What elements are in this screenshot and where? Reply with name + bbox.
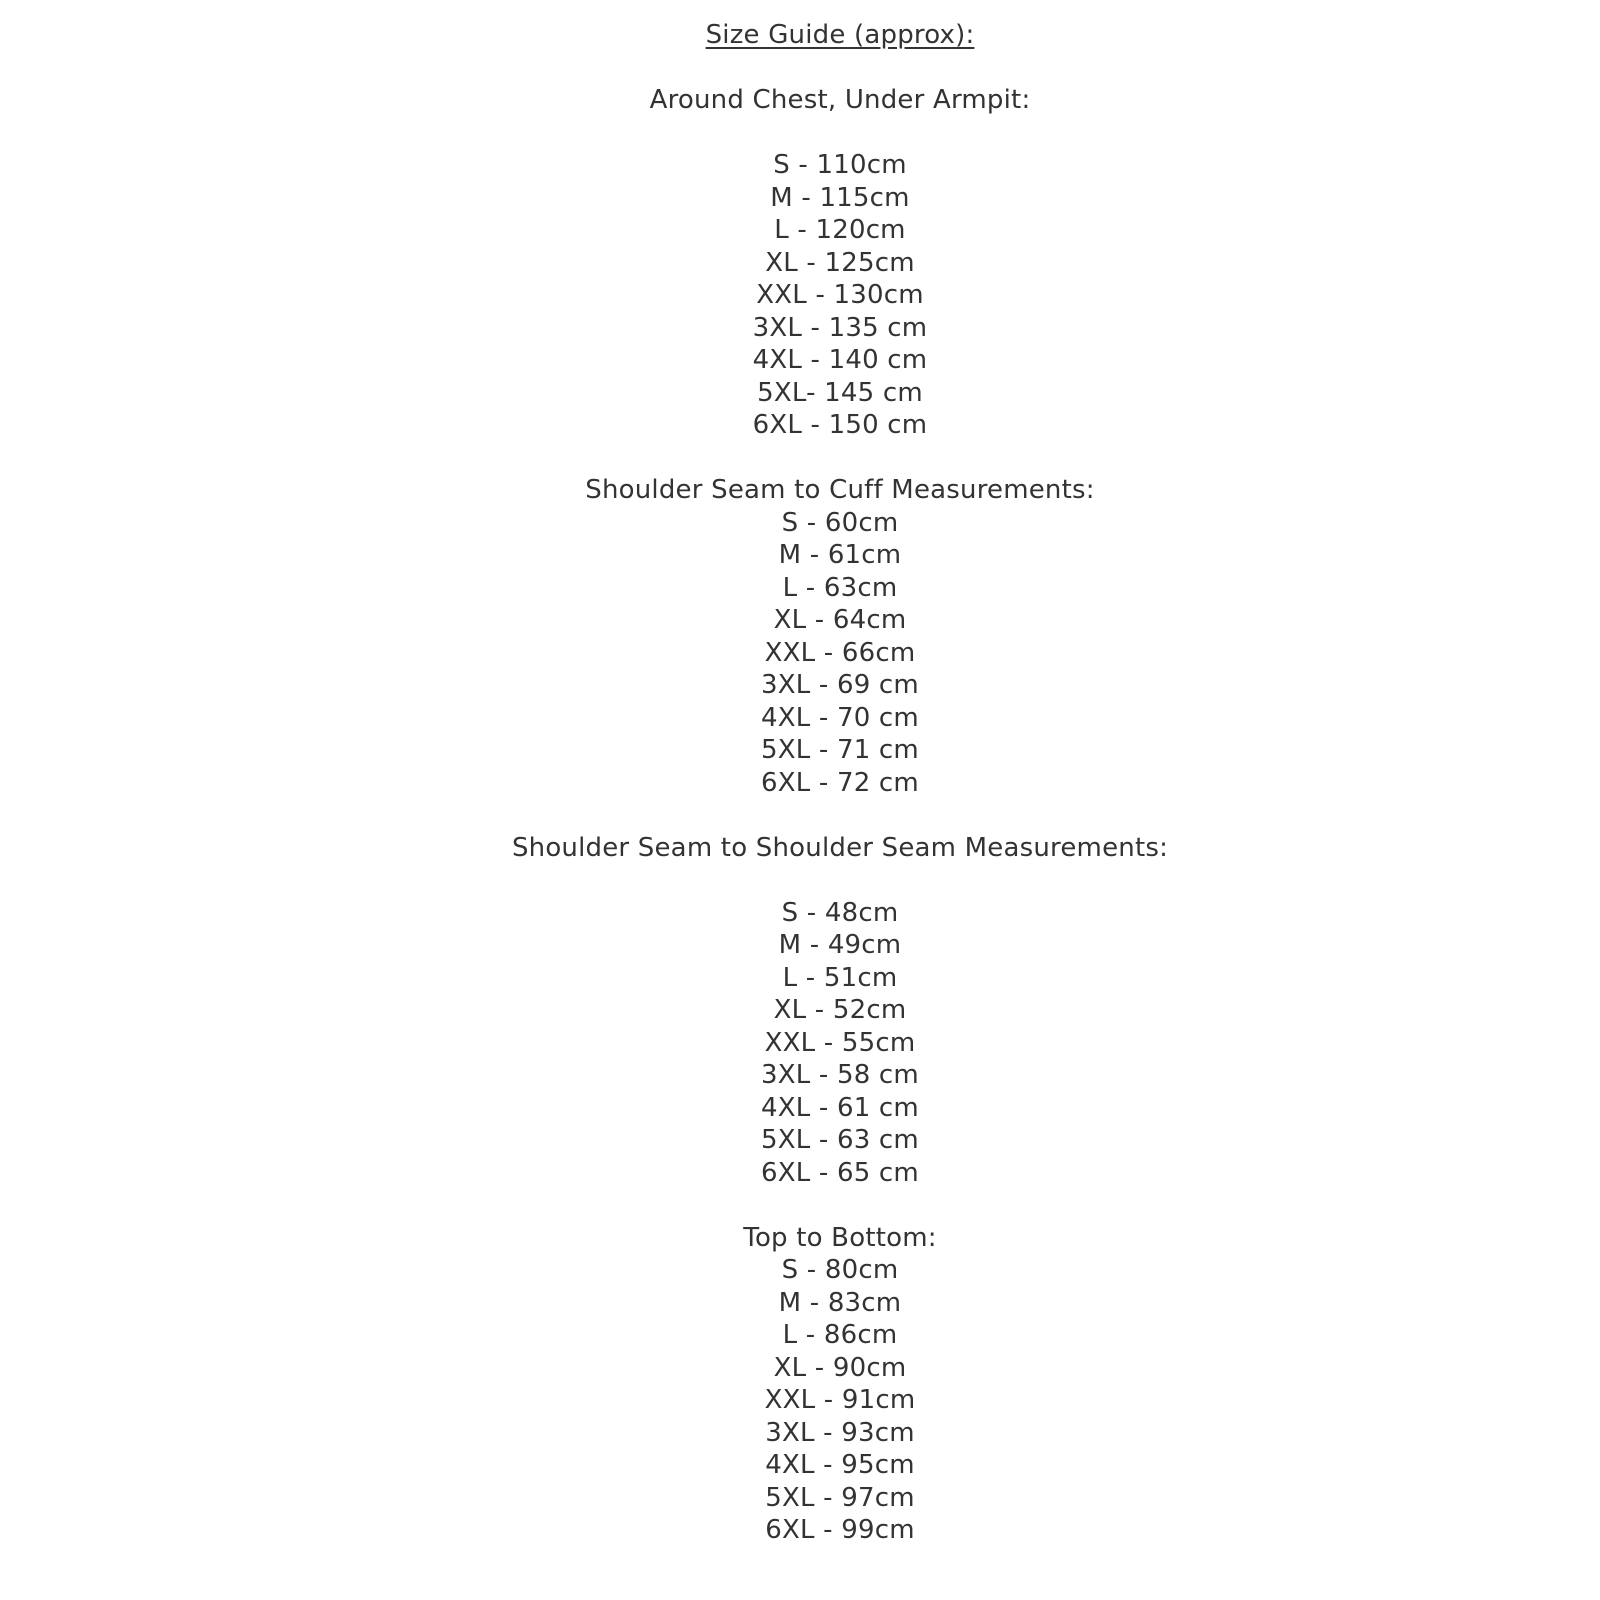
size-row: 4XL - 61 cm [761, 1092, 919, 1123]
size-row: 5XL - 71 cm [761, 735, 919, 765]
size-row: L - 120cm [774, 215, 906, 245]
size-row: 3XL - 135 cm [752, 312, 928, 343]
page-title: Size Guide (approx): [705, 20, 975, 50]
size-row: M - 115cm [770, 182, 910, 213]
size-row: 5XL - 63 cm [761, 1125, 919, 1155]
size-row: XL - 64cm [773, 605, 907, 635]
section-heading-seam-to-cuff: Shoulder Seam to Cuff Measurements: [585, 475, 1095, 505]
size-row: 5XL- 145 cm [757, 377, 923, 408]
size-row: S - 60cm [781, 507, 899, 538]
size-row: XXL - 91cm [764, 1385, 916, 1415]
section-items-seam-to-cuff [80, 507, 1600, 800]
size-row: 6XL - 72 cm [761, 767, 919, 798]
section-items-top-to-bottom [80, 1254, 1600, 1547]
section-heading-seam-to-seam: Shoulder Seam to Shoulder Seam Measurements: [511, 832, 1169, 863]
size-row: S - 48cm [781, 897, 899, 928]
size-guide-document [80, 0, 1600, 1547]
size-row: S - 110cm [773, 150, 907, 180]
size-row: XL - 125cm [765, 247, 915, 278]
size-row: XL - 90cm [773, 1352, 907, 1383]
size-row: L - 63cm [782, 572, 898, 603]
section-items-seam-to-seam [80, 897, 1600, 1190]
size-row: M - 61cm [778, 540, 902, 570]
size-row: XL - 52cm [773, 995, 907, 1025]
size-row: 6XL - 150 cm [752, 410, 928, 440]
size-row: 4XL - 140 cm [752, 345, 928, 375]
size-row: S - 80cm [781, 1255, 899, 1285]
size-row: 4XL - 70 cm [761, 702, 919, 733]
size-row: XXL - 66cm [764, 637, 916, 668]
size-row: 5XL - 97cm [765, 1482, 915, 1513]
size-row: M - 49cm [778, 930, 902, 960]
size-row: L - 51cm [782, 962, 898, 993]
size-row: 6XL - 99cm [765, 1515, 915, 1545]
size-row: 4XL - 95cm [765, 1450, 915, 1480]
section-heading-top-to-bottom: Top to Bottom: [743, 1222, 937, 1253]
size-row: 3XL - 93cm [765, 1417, 915, 1448]
size-row: 6XL - 65 cm [761, 1157, 919, 1188]
size-row: XXL - 55cm [764, 1027, 916, 1058]
size-row: 3XL - 69 cm [761, 670, 919, 700]
section-heading-around-chest: Around Chest, Under Armpit: [649, 85, 1031, 115]
size-row: XXL - 130cm [756, 280, 924, 310]
size-row: 3XL - 58 cm [761, 1060, 919, 1090]
size-row: M - 83cm [778, 1287, 902, 1318]
size-row: L - 86cm [782, 1320, 898, 1350]
section-items-around-chest [80, 149, 1600, 442]
